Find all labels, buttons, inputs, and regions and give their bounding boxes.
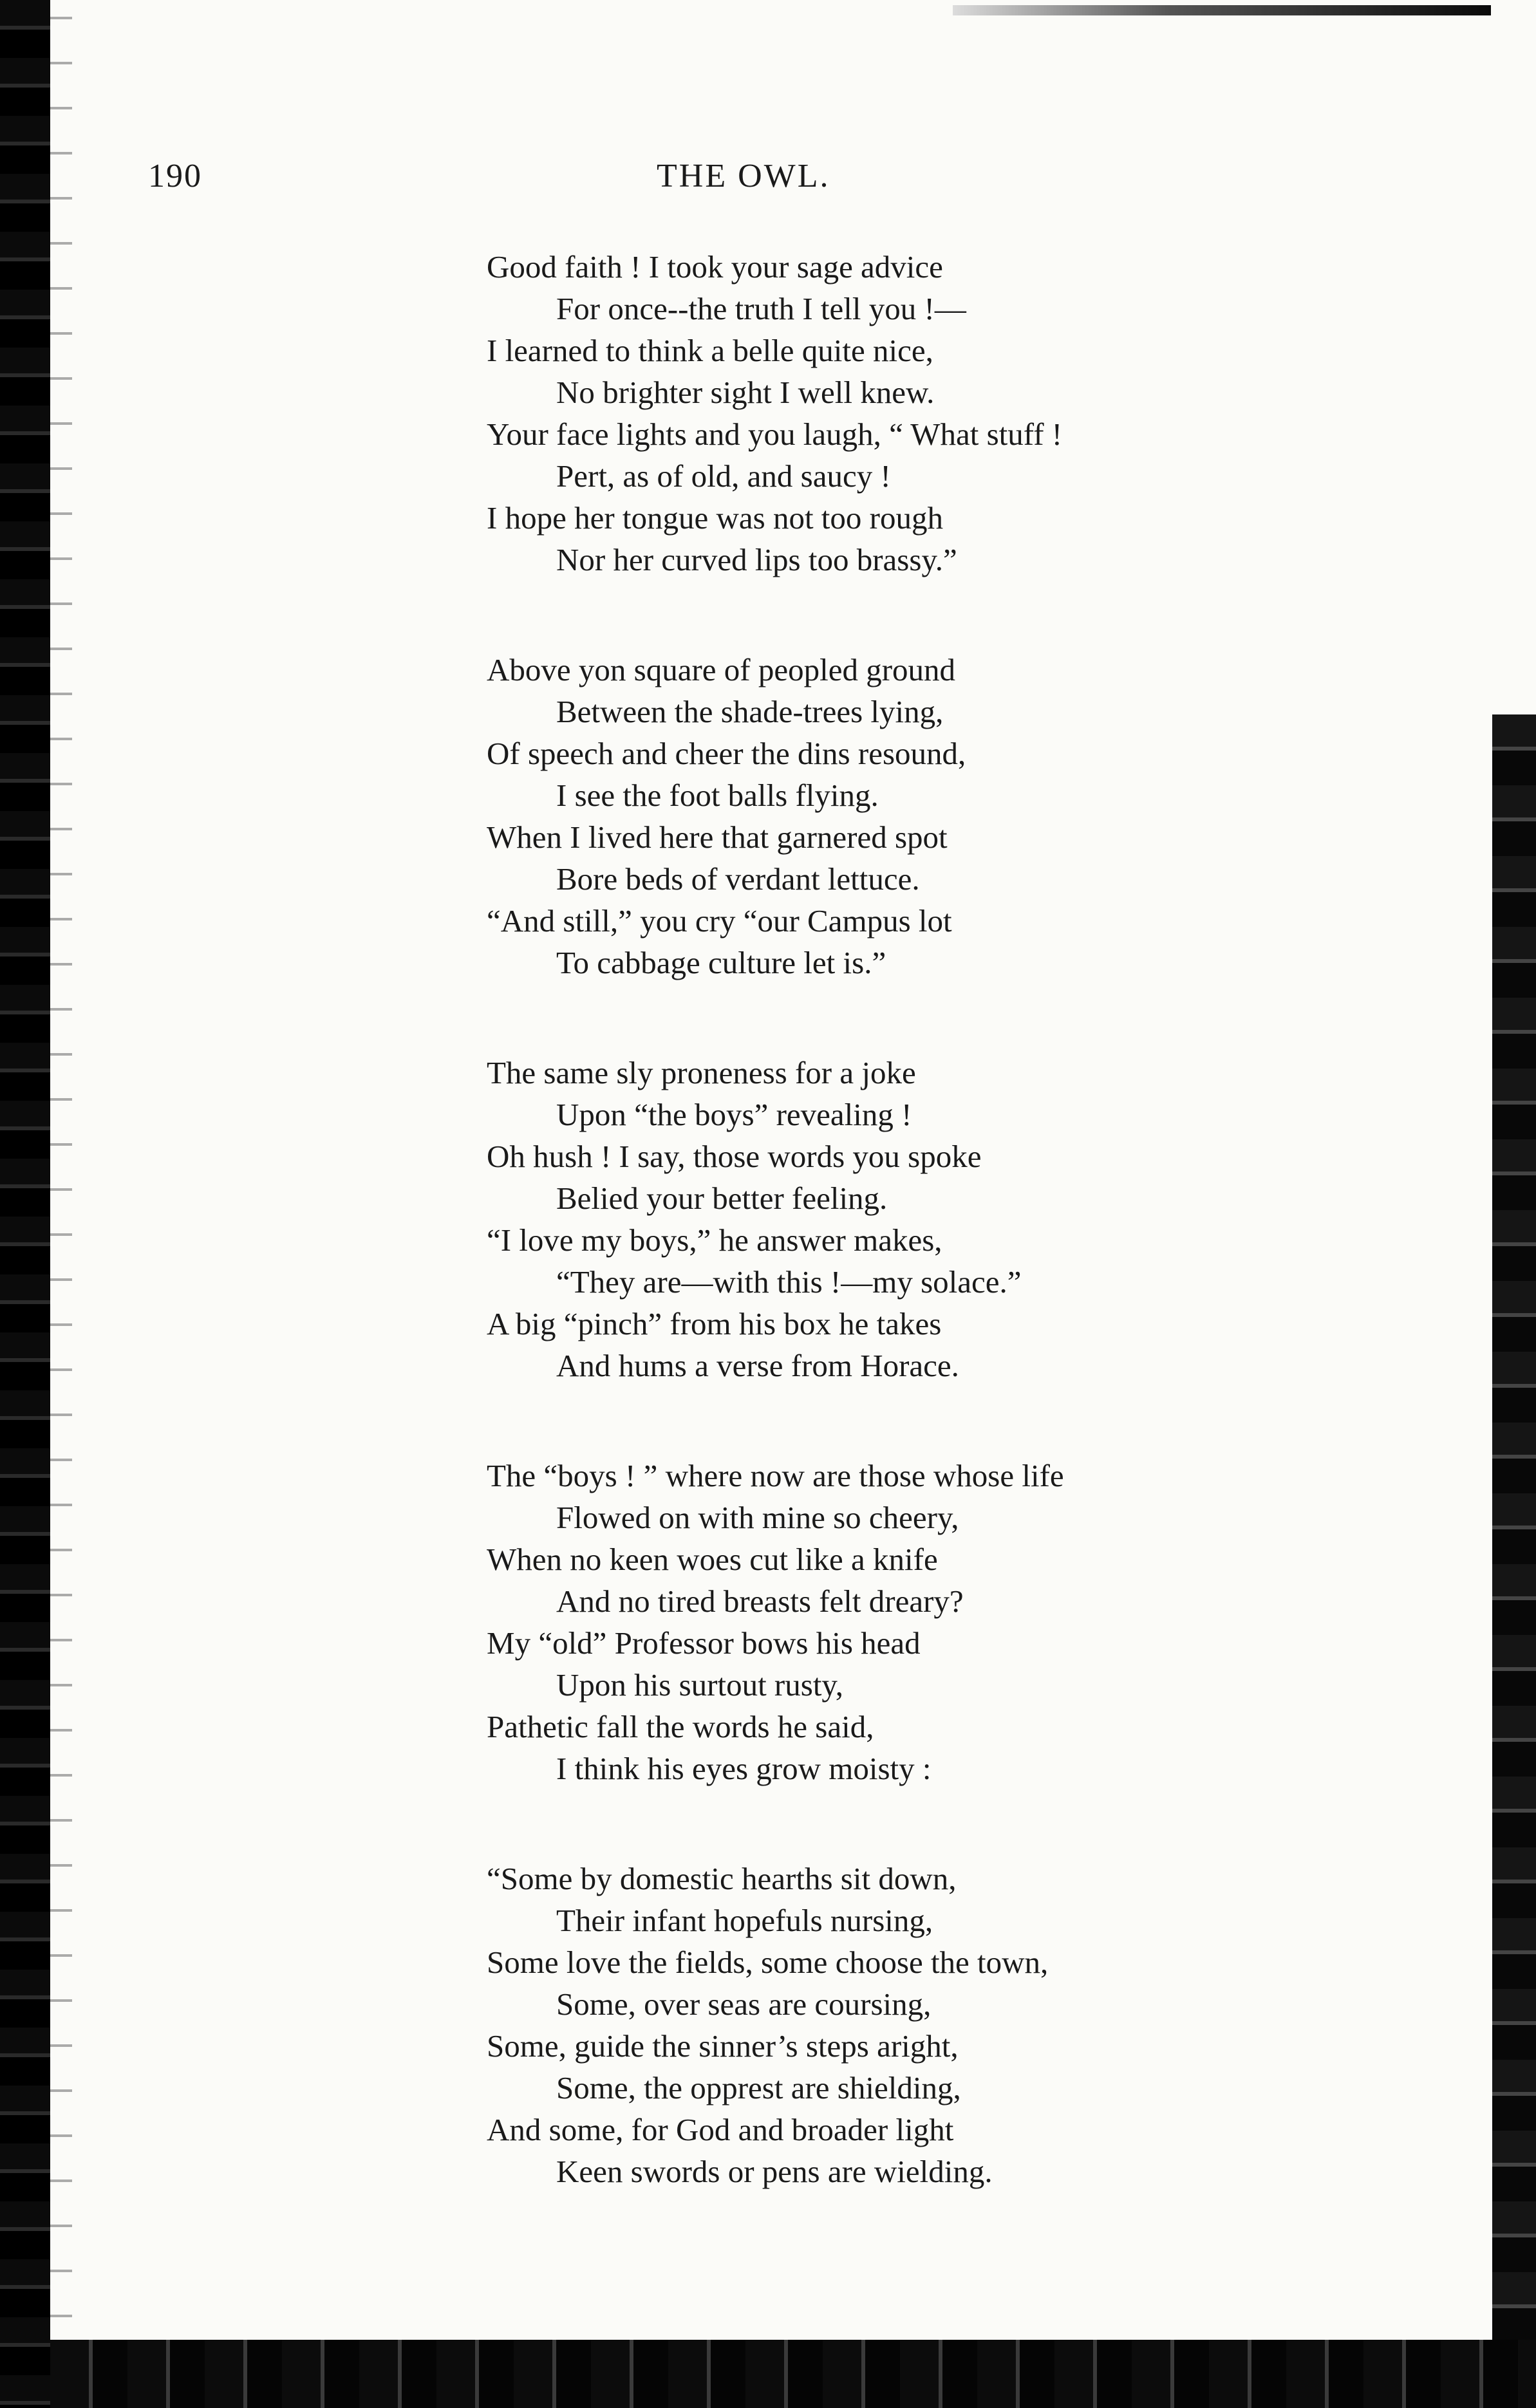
scan-border-bottom [50, 2340, 1536, 2408]
poem-line: Between the shade-trees lying, [556, 694, 944, 729]
poem-line: Upon his surtout rusty, [556, 1667, 844, 1703]
poem [487, 246, 1478, 2261]
poem-line: I think his eyes grow moisty : [556, 1751, 932, 1786]
poem-line: Flowed on with mine so cheery, [556, 1500, 959, 1535]
stanza-3 [487, 1052, 1478, 1386]
poem-line: Pathetic fall the words he said, [487, 1709, 874, 1744]
poem-line: Some, guide the sinner’s steps aright, [487, 2028, 959, 2064]
poem-line: When no keen woes cut like a knife [487, 1542, 938, 1577]
poem-line: “And still,” you cry “our Campus lot [487, 903, 952, 938]
poem-line: Their infant hopefuls nursing, [556, 1903, 933, 1938]
poem-line: Some, over seas are coursing, [556, 1986, 932, 2022]
running-title: THE OWL. [657, 158, 830, 194]
poem-line: Keen swords or pens are wielding. [556, 2154, 993, 2189]
page-number: 190 [148, 158, 202, 194]
poem-line: Upon “the boys” revealing ! [556, 1097, 912, 1132]
poem-line: For once--the truth I tell you !— [556, 291, 966, 326]
poem-line: And hums a verse from Horace. [556, 1348, 959, 1383]
poem-line: “I love my boys,” he answer makes, [487, 1222, 942, 1258]
stanza-2 [487, 649, 1478, 984]
stanza-5 [487, 1858, 1478, 2192]
poem-line: Belied your better feeling. [556, 1181, 888, 1216]
poem-line: To cabbage culture let is.” [556, 945, 886, 980]
poem-line: The “boys ! ” where now are those whose life [487, 1458, 1064, 1493]
poem-line: Your face lights and you laugh, “ What stuff ! [487, 416, 1063, 452]
poem-line: Of speech and cheer the dins resound, [487, 736, 966, 771]
poem-line: No brighter sight I well knew. [556, 375, 935, 410]
scan-border-top [953, 5, 1491, 15]
scan-border-right [1492, 714, 1536, 2349]
poem-line: Some love the fields, some choose the town, [487, 1945, 1049, 1980]
poem-line: Good faith ! I took your sage advice [487, 249, 943, 285]
poem-line: I see the foot balls flying. [556, 778, 879, 813]
poem-line: Oh hush ! I say, those words you spoke [487, 1139, 982, 1174]
poem-line: A big “pinch” from his box he takes [487, 1306, 942, 1341]
poem-line: Bore beds of verdant lettuce. [556, 861, 920, 897]
poem-line: I learned to think a belle quite nice, [487, 333, 933, 368]
poem-line: The same sly proneness for a joke [487, 1055, 916, 1090]
stanza-1 [487, 246, 1478, 581]
poem-line: Pert, as of old, and saucy ! [556, 458, 891, 494]
poem-line: And no tired breasts felt dreary? [556, 1583, 964, 1619]
poem-line: “They are—with this !—my solace.” [556, 1264, 1022, 1300]
poem-line: “Some by domestic hearths sit down, [487, 1861, 957, 1896]
poem-line: When I lived here that garnered spot [487, 819, 948, 855]
scan-border-left [0, 0, 50, 2408]
poem-line: And some, for God and broader light [487, 2112, 954, 2147]
poem-line: I hope her tongue was not too rough [487, 500, 943, 536]
stanza-4 [487, 1455, 1478, 1789]
poem-line: My “old” Professor bows his head [487, 1625, 921, 1661]
poem-line: Some, the opprest are shielding, [556, 2070, 961, 2105]
poem-line: Above yon square of peopled ground [487, 652, 956, 687]
scan-border-left-edge [50, 0, 72, 2408]
poem-line: Nor her curved lips too brassy.” [556, 542, 957, 577]
